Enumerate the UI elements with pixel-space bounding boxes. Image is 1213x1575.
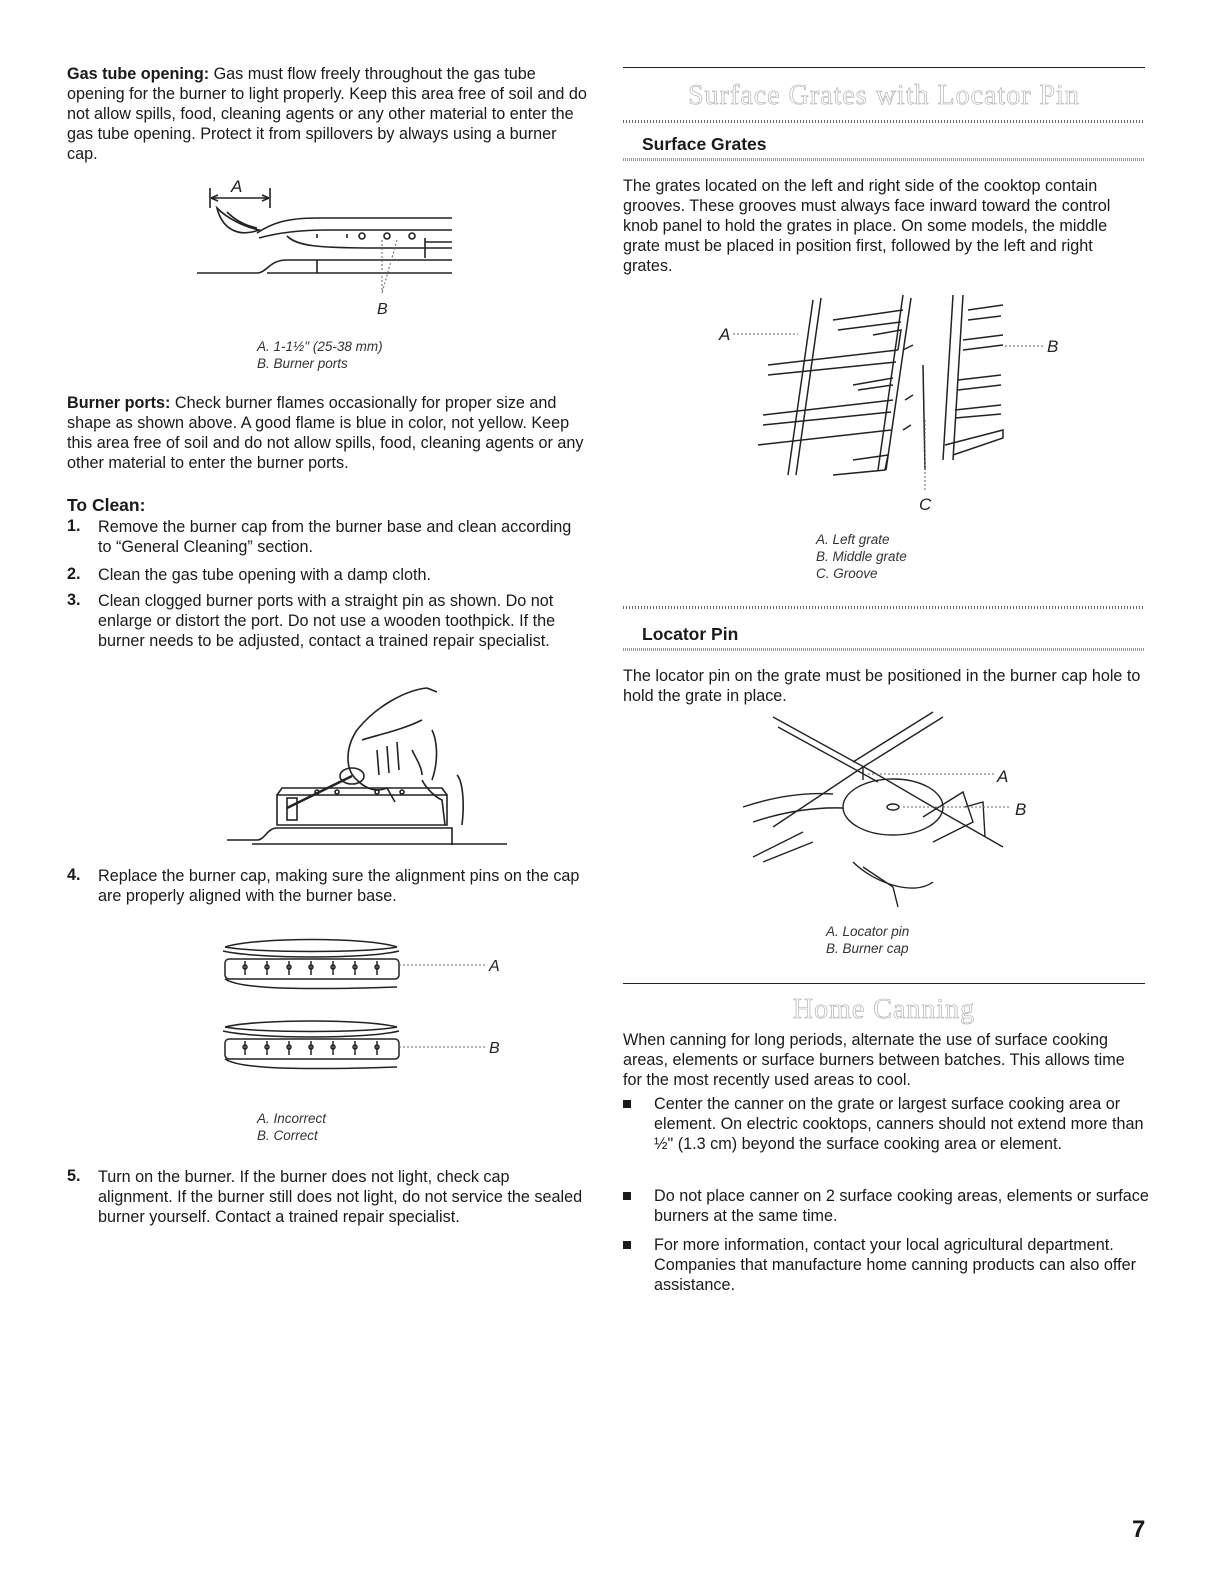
step-5-text: Turn on the burner. If the burner does not light, check cap alignment. If the burner still does not light, do not service the sealed burner yourself. Contact a trained repair specialist. xyxy=(98,1168,583,1226)
fig1-caption-b: B. Burner ports xyxy=(257,356,348,371)
locator-pin-figure xyxy=(733,712,1053,917)
fig5-label-a: A xyxy=(997,767,1009,786)
dotted-divider xyxy=(623,158,1145,161)
locator-pin-heading: Locator Pin xyxy=(642,624,739,644)
bullet-text-1: Center the canner on the grate or largest surface cooking area or element. On electric cooktops, canners should not extend more than ½" (1.3 cm) beyond the surface cooking area or element. xyxy=(654,1095,1144,1153)
step-3-num: 3. xyxy=(67,591,81,609)
fig3-caption-a: A. Incorrect xyxy=(257,1111,327,1126)
step-2-num: 2. xyxy=(67,565,81,583)
fig5-caption-a: A. Locator pin xyxy=(826,924,910,939)
burner-cap-alignment-figure xyxy=(217,935,507,1085)
cleaning-pin-figure xyxy=(227,680,507,845)
fig1-captions xyxy=(257,338,507,372)
section-rule-home-canning xyxy=(623,983,1145,984)
bullet-icon xyxy=(623,1241,631,1249)
dotted-divider xyxy=(623,606,1145,609)
step-2-text: Clean the gas tube opening with a damp cloth. xyxy=(98,566,431,584)
surface-grates-heading: Surface Grates xyxy=(642,134,767,154)
fig1-label-b: B xyxy=(377,301,388,318)
dotted-divider xyxy=(623,648,1145,651)
gas-tube-figure xyxy=(197,178,467,318)
bullet-icon xyxy=(623,1100,631,1108)
fig4-label-b: B xyxy=(1047,337,1059,356)
burner-ports-body: Check burner flames occasionally for proper size and shape as shown above. A good flame is blue in color, not yellow. Keep this area free of soil and do not allow spills, food, cleaning agents or any other material to enter the burner ports. xyxy=(67,394,584,472)
fig3-captions xyxy=(257,1110,457,1144)
fig3-label-a: A xyxy=(489,958,500,975)
fig5-label-b: B xyxy=(1015,800,1027,819)
page-number: 7 xyxy=(1132,1516,1146,1543)
bullet-icon xyxy=(623,1192,631,1200)
step-1-text: Remove the burner cap from the burner base and clean according to “General Cleaning” section. xyxy=(98,518,572,556)
fig4-caption-b: B. Middle grate xyxy=(816,549,907,564)
section-title-surface-grates-locator-pin: Surface Grates with Locator Pin xyxy=(688,80,1080,111)
fig5-captions xyxy=(826,923,1026,957)
fig4-label-a: A xyxy=(719,325,731,344)
step-4-num: 4. xyxy=(67,866,81,884)
fig3-label-b: B xyxy=(489,1040,500,1057)
home-canning-intro: When canning for long periods, alternate the use of surface cooking areas, elements or surface burners between batches. This allows time for the most recently used areas to cool. xyxy=(623,1031,1125,1089)
burner-ports-heading: Burner ports: xyxy=(67,394,171,412)
bullet-text-3: For more information, contact your local agricultural department. Companies that manufacture home canning products can also offer assistance. xyxy=(654,1236,1137,1294)
to-clean-heading: To Clean: xyxy=(67,495,146,515)
dotted-divider xyxy=(623,120,1145,123)
surface-grates-body: The grates located on the left and right side of the cooktop contain grooves. These grooves must always face inward toward the control knob panel to hold the grates in place. On some models, the middle grate must be placed in position first, followed by the left and right grates. xyxy=(623,177,1111,275)
fig5-caption-b: B. Burner cap xyxy=(826,941,909,956)
step-5-num: 5. xyxy=(67,1167,81,1185)
gas-tube-body: Gas must flow freely throughout the gas tube opening for the burner to light properly. Keep this area free of soil and do not allow spills, food, cleaning agents or any other material to enter the gas tube opening. Protect it from spillovers by always using a burner cap. xyxy=(67,65,587,163)
section-rule-top xyxy=(623,67,1145,68)
fig4-caption-a: A. Left grate xyxy=(816,532,890,547)
burner-ports-paragraph xyxy=(67,393,589,473)
fig4-caption-c: C. Groove xyxy=(816,566,878,581)
section-title-home-canning: Home Canning xyxy=(792,994,976,1025)
surface-grates-figure xyxy=(713,290,1073,515)
fig4-captions xyxy=(816,531,1016,582)
gas-tube-heading: Gas tube opening: xyxy=(67,65,210,83)
step-4-text: Replace the burner cap, making sure the alignment pins on the cap are properly aligned with the burner base. xyxy=(98,867,580,905)
step-3-text: Clean clogged burner ports with a straight pin as shown. Do not enlarge or distort the port. Do not use a wooden toothpick. If the burner needs to be adjusted, contact a trained repair specialist. xyxy=(98,592,556,650)
fig1-caption-a: A. 1-1½" (25-38 mm) xyxy=(257,339,383,354)
gas-tube-paragraph xyxy=(67,64,589,164)
bullet-text-2: Do not place canner on 2 surface cooking areas, elements or surface burners at the same time. xyxy=(654,1187,1149,1225)
locator-pin-body: The locator pin on the grate must be positioned in the burner cap hole to hold the grate in place. xyxy=(623,667,1141,705)
step-1-num: 1. xyxy=(67,517,81,535)
fig4-label-c: C xyxy=(919,495,932,514)
fig1-label-a: A xyxy=(231,177,243,196)
fig3-caption-b: B. Correct xyxy=(257,1128,318,1143)
